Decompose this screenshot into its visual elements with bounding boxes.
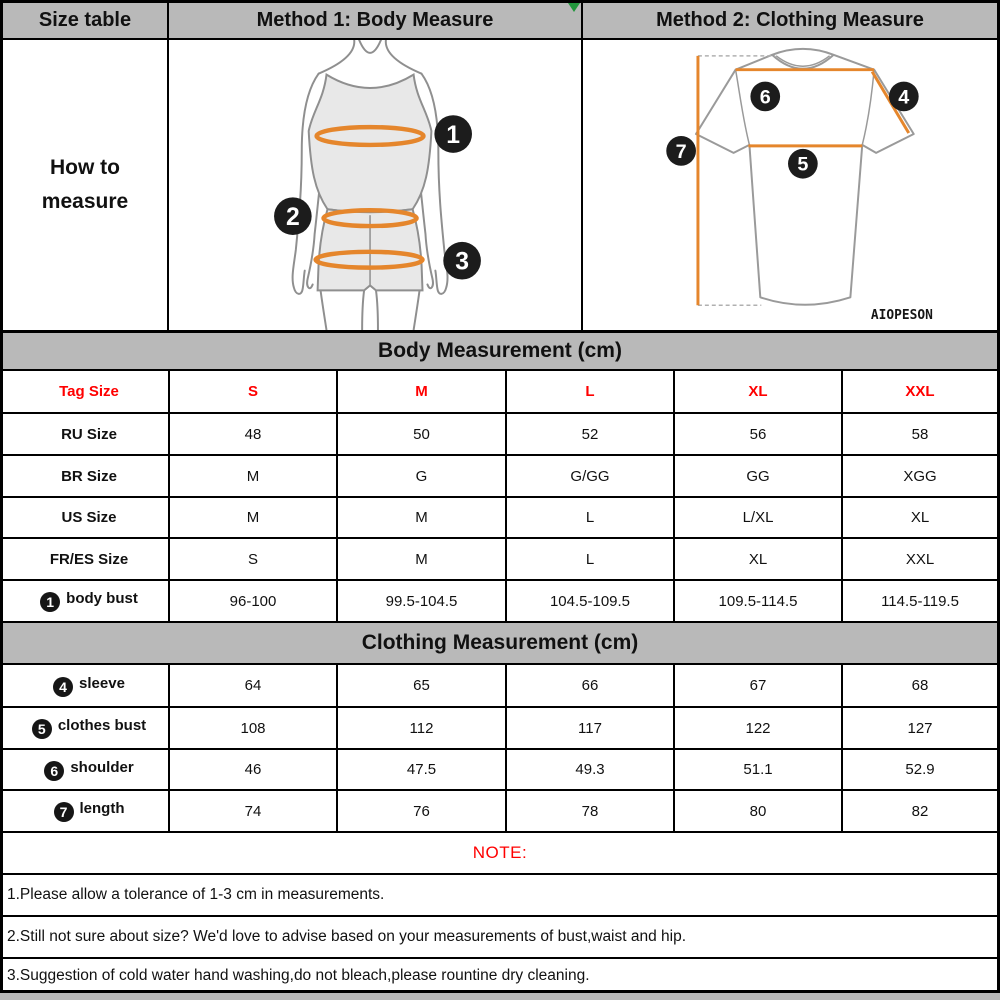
size-col-s: S	[169, 371, 337, 413]
body-measure-illustration	[169, 40, 583, 330]
method1-header: Method 1: Body Measure	[169, 3, 583, 38]
marker-6-icon: 6	[44, 761, 64, 781]
size-col-xxl: XXL	[842, 371, 997, 413]
excel-corner-marker-icon	[568, 3, 580, 12]
how-to-measure-label: How to measure	[3, 40, 169, 330]
marker-1-icon: 1	[446, 121, 461, 149]
tag-size-label: Tag Size	[3, 371, 169, 413]
brand-logo: AIOPESON	[870, 308, 933, 324]
tshirt-figure-icon	[583, 40, 997, 330]
top-header-row	[3, 3, 997, 40]
table-row: BR Size M G G/GG GG XGG	[3, 455, 997, 497]
clothing-size-table	[3, 665, 997, 833]
clothing-measurement-band: Clothing Measurement (cm)	[3, 623, 997, 665]
table-row: 1 body bust 96-100 99.5-104.5 104.5-109.5 109.5-114.5 114.5-119.5	[3, 580, 997, 622]
note-title: NOTE:	[3, 833, 997, 875]
table-row: 5 clothes bust 108 112 117 122 127	[3, 707, 997, 749]
table-row: 6 shoulder 46 47.5 49.3 51.1 52.9	[3, 749, 997, 790]
marker-1-icon: 1	[40, 592, 60, 612]
body-measurement-band: Body Measurement (cm)	[3, 333, 997, 371]
method2-header: Method 2: Clothing Measure	[656, 9, 924, 31]
marker-7-icon: 7	[54, 802, 74, 822]
marker-4-icon: 4	[898, 86, 910, 109]
marker-4-icon: 4	[53, 677, 73, 697]
marker-3-icon: 3	[455, 248, 469, 276]
body-size-table	[3, 371, 997, 623]
size-table-header: Size table	[3, 3, 169, 38]
marker-5-icon: 5	[797, 153, 809, 176]
note-item-1: 1.Please allow a tolerance of 1-3 cm in measurements.	[3, 875, 997, 917]
size-col-m: M	[337, 371, 506, 413]
body-figure-icon	[169, 40, 581, 330]
table-row: 7 length 74 76 78 80 82	[3, 790, 997, 832]
note-item-3: 3.Suggestion of cold water hand washing,do not bleach,please rountine dry cleaning.	[7, 966, 590, 984]
size-col-l: L	[506, 371, 674, 413]
tag-size-row	[3, 371, 997, 413]
how-to-measure-row	[3, 40, 997, 333]
clothing-measure-illustration	[583, 40, 997, 330]
note-item-2: 2.Still not sure about size? We'd love to advise based on your measurements of bust,waist and hip.	[3, 917, 997, 959]
table-row: 4 sleeve 64 65 66 67 68	[3, 665, 997, 707]
size-col-xl: XL	[674, 371, 842, 413]
table-row: RU Size 48 50 52 56 58	[3, 413, 997, 455]
marker-2-icon: 2	[285, 204, 300, 232]
bottom-gray-strip	[0, 993, 1000, 1000]
marker-5-icon: 5	[32, 719, 52, 739]
table-row: US Size M M L L/XL XL	[3, 497, 997, 538]
table-row: FR/ES Size S M L XL XXL	[3, 538, 997, 580]
marker-6-icon: 6	[759, 86, 771, 109]
marker-7-icon: 7	[675, 140, 687, 163]
